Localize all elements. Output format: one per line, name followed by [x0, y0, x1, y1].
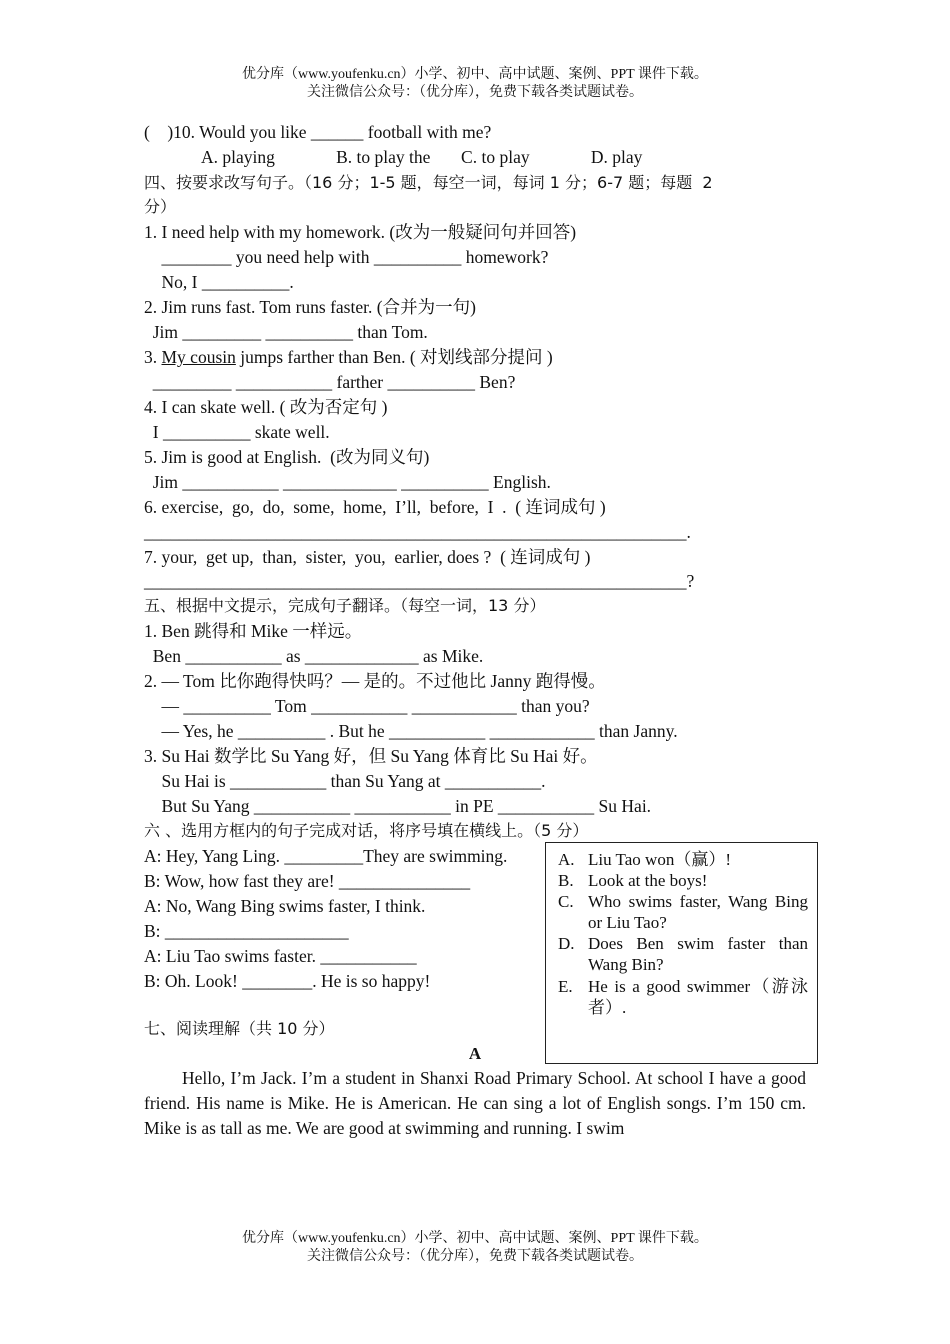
s4-answer-line: ______________________________________________________________.	[144, 522, 691, 542]
s4-line: 2. Jim runs fast. Tom runs faster. (合并为一句)	[144, 297, 476, 317]
option-b	[558, 870, 808, 891]
s4-line: I __________ skate well.	[144, 422, 330, 442]
s5-line: — Yes, he __________ . But he ___________ ____________ than Janny.	[144, 721, 678, 741]
option-key: D.	[558, 934, 575, 953]
question-10-options: A. playing B. to play the C. to play D. play	[201, 147, 643, 167]
dialogue-line: A: Liu Tao swims faster. ___________	[144, 946, 417, 966]
page-header-line2: 关注微信公众号：（优分库），免费下载各类试题试卷。	[307, 85, 643, 100]
option-text: Who swims faster, Wang Bing or Liu Tao?	[588, 892, 808, 932]
option-key: C.	[558, 892, 574, 911]
passage-label: A	[468, 1044, 482, 1063]
option-text: Does Ben swim faster than Wang Bin?	[588, 934, 808, 974]
section-4-title-cont: 分）	[144, 197, 177, 216]
dialogue-line: B: _____________________	[144, 921, 349, 941]
s4-line: 4. I can skate well. ( 改为否定句 )	[144, 397, 388, 417]
dialogue-line: B: Wow, how fast they are! _______________	[144, 871, 471, 891]
s4-line: _________ ___________ farther __________ Ben?	[144, 372, 516, 392]
options-box	[545, 842, 818, 1064]
option-key: E.	[558, 977, 573, 996]
option-key: B.	[558, 871, 574, 890]
section-5-title: 五、根据中文提示，完成句子翻译。（每空一词，13 分）	[144, 596, 546, 615]
option-text: Liu Tao won（赢）!	[588, 850, 731, 869]
option-d	[558, 933, 808, 975]
option-key: A.	[558, 850, 575, 869]
s5-line: 1. Ben 跳得和 Mike 一样远。	[144, 621, 363, 641]
s4-line: 7. your, get up, than, sister, you, earlier, does ? ( 连词成句 )	[144, 547, 591, 567]
option-c	[558, 891, 808, 933]
q3-underlined-phrase: My cousin	[161, 347, 236, 367]
q3-prefix: 3.	[144, 347, 162, 367]
q3-suffix: jumps farther than Ben. ( 对划线部分提问 )	[235, 347, 553, 367]
section-6-title: 六 、选用方框内的句子完成对话，将序号填在横线上。（5 分）	[144, 821, 589, 840]
option-text: Look at the boys!	[588, 871, 708, 890]
s4-line: 1. I need help with my homework. (改为一般疑问句并回答)	[144, 222, 577, 242]
s4-line: 6. exercise, go, do, some, home, I’ll, before, I . ( 连词成句 )	[144, 497, 606, 517]
option-a	[558, 849, 808, 870]
reading-passage: Hello, I’m Jack. I’m a student in Shanxi Road Primary School. At school I have a good friend. His name is Mike. He is American. He can sing a lot of English songs. I’m 150 cm. Mike is as tall as me. We are good at swimming and running. I swim	[144, 1068, 806, 1138]
s4-line: No, I __________.	[144, 272, 294, 292]
dialogue-line: B: Oh. Look! ________. He is so happy!	[144, 971, 431, 991]
dialogue-line: A: Hey, Yang Ling. _________They are swimming.	[144, 846, 508, 866]
dialogue-line: A: No, Wang Bing swims faster, I think.	[144, 896, 426, 916]
section-4-title: 四、按要求改写句子。（16 分；1-5 题，每空一词，每词 1 分；6-7 题；每题 2	[144, 173, 713, 192]
s4-answer-line: ______________________________________________________________?	[144, 571, 695, 591]
s4-line: 5. Jim is good at English. (改为同义句)	[144, 447, 430, 467]
section-7-title: 七、阅读理解（共 10 分）	[144, 1019, 335, 1038]
s4-line: ________ you need help with __________ homework?	[144, 247, 549, 267]
s5-line: Su Hai is ___________ than Su Yang at ___________.	[144, 771, 546, 791]
s5-line: Ben ___________ as _____________ as Mike.	[144, 646, 484, 666]
s5-line: But Su Yang ___________ ___________ in PE ___________ Su Hai.	[144, 796, 652, 816]
s5-line: 2. — Tom 比你跑得快吗？— 是的。不过他比 Janny 跑得慢。	[144, 671, 606, 691]
s5-line: — __________ Tom ___________ ____________ than you?	[144, 696, 590, 716]
page-footer-line2: 关注微信公众号：（优分库），免费下载各类试题试卷。	[307, 1249, 643, 1264]
s4-line: Jim _________ __________ than Tom.	[144, 322, 428, 342]
question-10-stem: ( )10. Would you like ______ football with me?	[144, 122, 492, 142]
page-header-line1: 优分库（www.youfenku.cn）小学、初中、高中试题、案例、PPT 课件下载。	[242, 67, 708, 82]
option-e	[558, 976, 808, 1018]
s5-line: 3. Su Hai 数学比 Su Yang 好，但 Su Yang 体育比 Su Hai 好。	[144, 746, 598, 766]
option-text: He is a good swimmer（游泳者）.	[588, 977, 808, 1017]
s4-line: Jim ___________ _____________ __________ English.	[144, 472, 551, 492]
page-footer-line1: 优分库（www.youfenku.cn）小学、初中、高中试题、案例、PPT 课件下载。	[242, 1231, 708, 1246]
s4-question-3	[144, 346, 553, 368]
